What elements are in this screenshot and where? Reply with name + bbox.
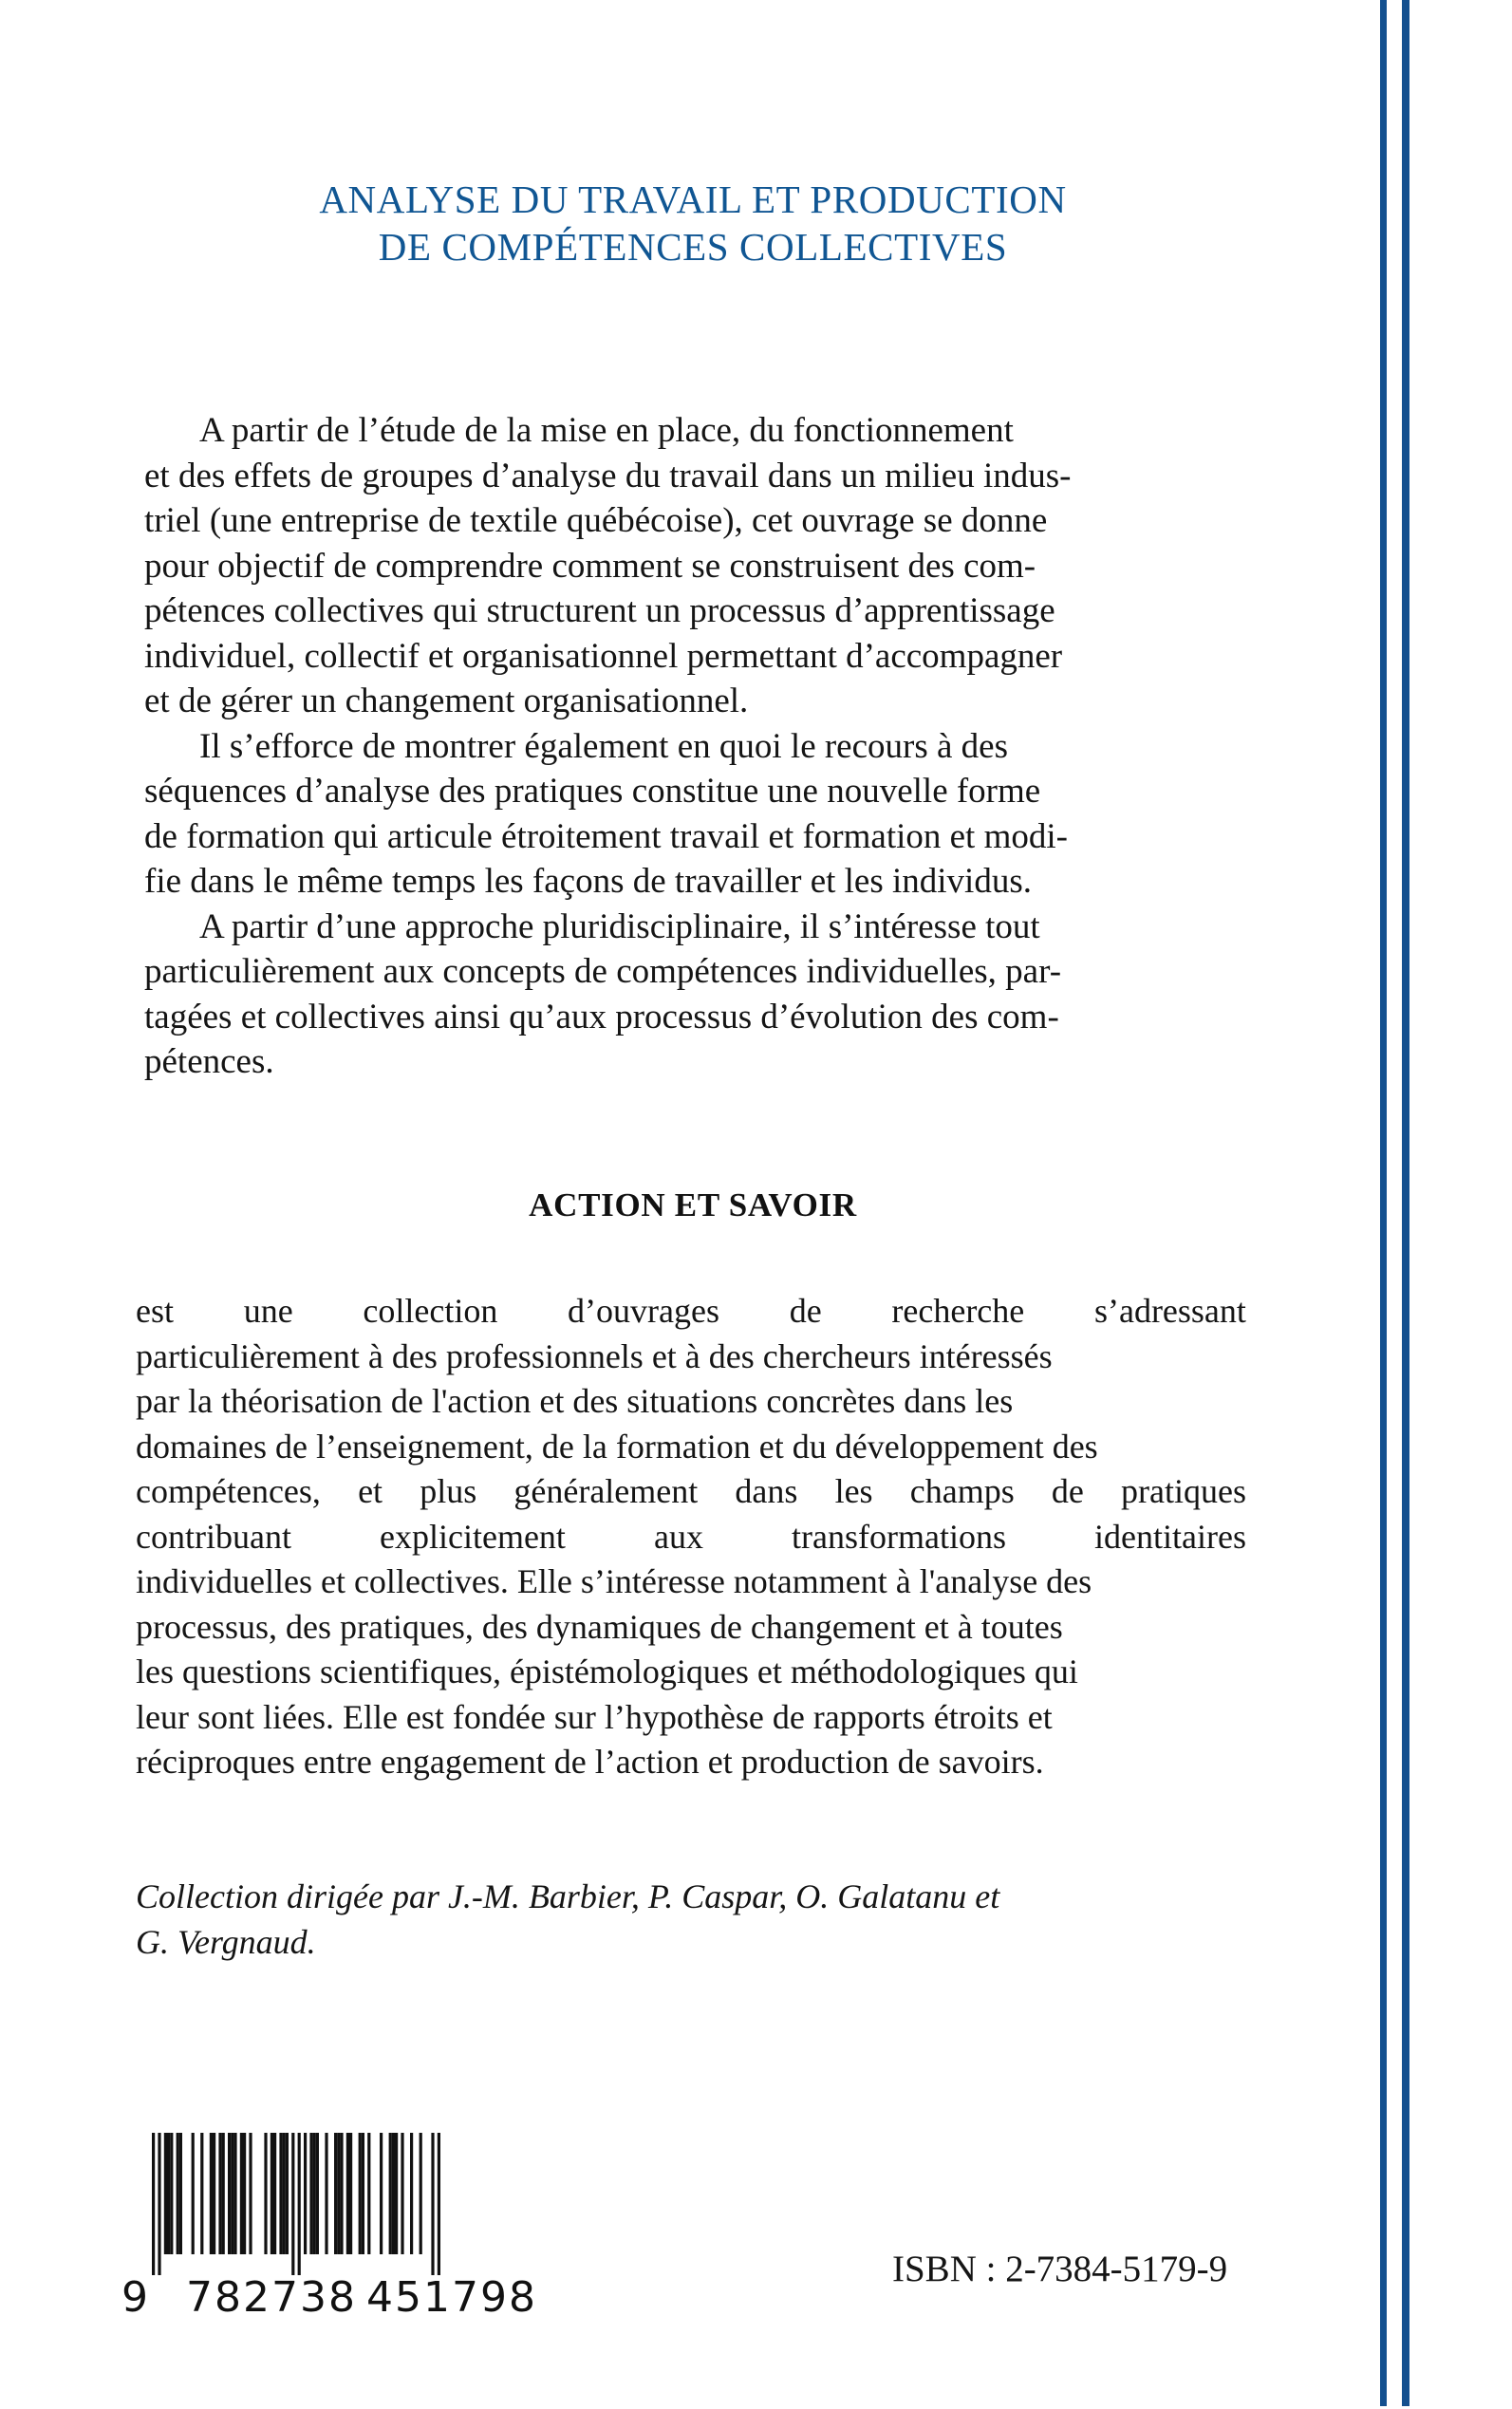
collection-description-line: individuelles et collectives. Elle s’intéresse notamment à l'analyse des	[136, 1562, 1092, 1601]
barcode-bars	[121, 2131, 577, 2283]
collection-description-line	[136, 1515, 1246, 1560]
word: de	[789, 1292, 822, 1330]
collection-description-line: domaines de l’enseignement, de la formation et du développement des	[136, 1427, 1098, 1466]
collection-directors-line-1: Collection dirigée par J.-M. Barbier, P. Caspar, O. Galatanu et	[136, 1877, 1000, 1915]
word: collection	[363, 1292, 498, 1330]
description-line: triel (une entreprise de textile québécoise), cet ouvrage se donne	[144, 501, 1048, 541]
description-line: A partir de l’étude de la mise en place, du fonctionnement	[199, 411, 1014, 450]
word: compétences,	[136, 1472, 321, 1511]
collection-description-line	[136, 1469, 1246, 1515]
description-paragraph-1	[144, 408, 1243, 724]
description-line: individuel, collectif et organisationnel permettant d’accompagner	[144, 636, 1063, 676]
description-line: pétences collectives qui structurent un processus d’apprentissage	[144, 591, 1055, 631]
ean13-barcode	[121, 2131, 577, 2322]
word: les	[834, 1472, 873, 1511]
book-description	[144, 408, 1243, 1085]
collection-description-line: leur sont liées. Elle est fondée sur l’hypothèse de rapports étroits et	[136, 1697, 1053, 1736]
description-paragraph-2	[144, 724, 1243, 905]
edge-rule-inner	[1380, 0, 1387, 2406]
word: pratiques	[1121, 1472, 1246, 1511]
barcode-digits	[121, 2273, 577, 2322]
barcode-lead-digit: 9	[121, 2273, 150, 2322]
collection-description-line: par la théorisation de l'action et des situations concrètes dans les	[136, 1382, 1014, 1421]
word: est	[136, 1292, 174, 1330]
description-paragraph-3	[144, 905, 1243, 1085]
description-line: tagées et collectives ainsi qu’aux processus d’évolution des com-	[144, 997, 1059, 1036]
word: et	[358, 1472, 383, 1511]
collection-description-line: particulièrement à des professionnels et à des chercheurs intéressés	[136, 1336, 1053, 1375]
word: de	[1051, 1472, 1084, 1511]
word: recherche	[891, 1292, 1025, 1330]
isbn-text: ISBN : 2-7384-5179-9	[892, 2249, 1228, 2289]
description-line: séquences d’analyse des pratiques constitue une nouvelle forme	[144, 772, 1041, 812]
word: une	[243, 1292, 293, 1330]
description-line: pétences.	[144, 1042, 274, 1082]
barcode-right-group: 451798	[366, 2273, 537, 2322]
collection-directors	[136, 1875, 1246, 1966]
collection-description-line: réciproques entre engagement de l’action et production de savoirs.	[136, 1743, 1044, 1782]
description-line: A partir d’une approche pluridisciplinaire, il s’intéresse tout	[199, 906, 1040, 946]
book-title-line-2: DE COMPÉTENCES COLLECTIVES	[378, 225, 1008, 270]
word: aux	[653, 1517, 703, 1556]
word: généralement	[513, 1472, 699, 1511]
word: s’adressant	[1093, 1292, 1246, 1330]
collection-directors-line-2: G. Vergnaud.	[136, 1922, 316, 1961]
collection-series-title: ACTION ET SAVOIR	[529, 1186, 857, 1223]
book-title-line-1: ANALYSE DU TRAVAIL ET PRODUCTION	[319, 177, 1067, 221]
word: plus	[420, 1472, 477, 1511]
word: contribuant	[136, 1517, 291, 1556]
book-title	[142, 176, 1243, 271]
description-line: pour objectif de comprendre comment se construisent des com-	[144, 546, 1036, 586]
word: dans	[735, 1472, 798, 1511]
collection-description-line	[136, 1289, 1246, 1335]
edge-rule-outer	[1402, 0, 1409, 2406]
word: champs	[909, 1472, 1015, 1511]
word: transformations	[792, 1517, 1006, 1556]
barcode-left-group: 782738	[186, 2273, 357, 2322]
word: explicitement	[380, 1517, 566, 1556]
description-line: Il s’efforce de montrer également en quoi le recours à des	[199, 726, 1008, 766]
word: identitaires	[1094, 1517, 1246, 1556]
description-line: particulièrement aux concepts de compétences individuelles, par-	[144, 952, 1062, 992]
description-line: de formation qui articule étroitement travail et formation et modi-	[144, 816, 1068, 856]
collection-description-line: les questions scientifiques, épistémologiques et méthodologiques qui	[136, 1653, 1078, 1691]
description-line: et des effets de groupes d’analyse du travail dans un milieu indus-	[144, 456, 1072, 495]
word: d’ouvrages	[568, 1292, 719, 1330]
collection-description	[136, 1289, 1246, 1785]
description-line: fie dans le même temps les façons de travailler et les individus.	[144, 862, 1032, 902]
collection-description-line: processus, des pratiques, des dynamiques de changement et à toutes	[136, 1607, 1063, 1646]
description-line: et de gérer un changement organisationnel.	[144, 682, 749, 721]
